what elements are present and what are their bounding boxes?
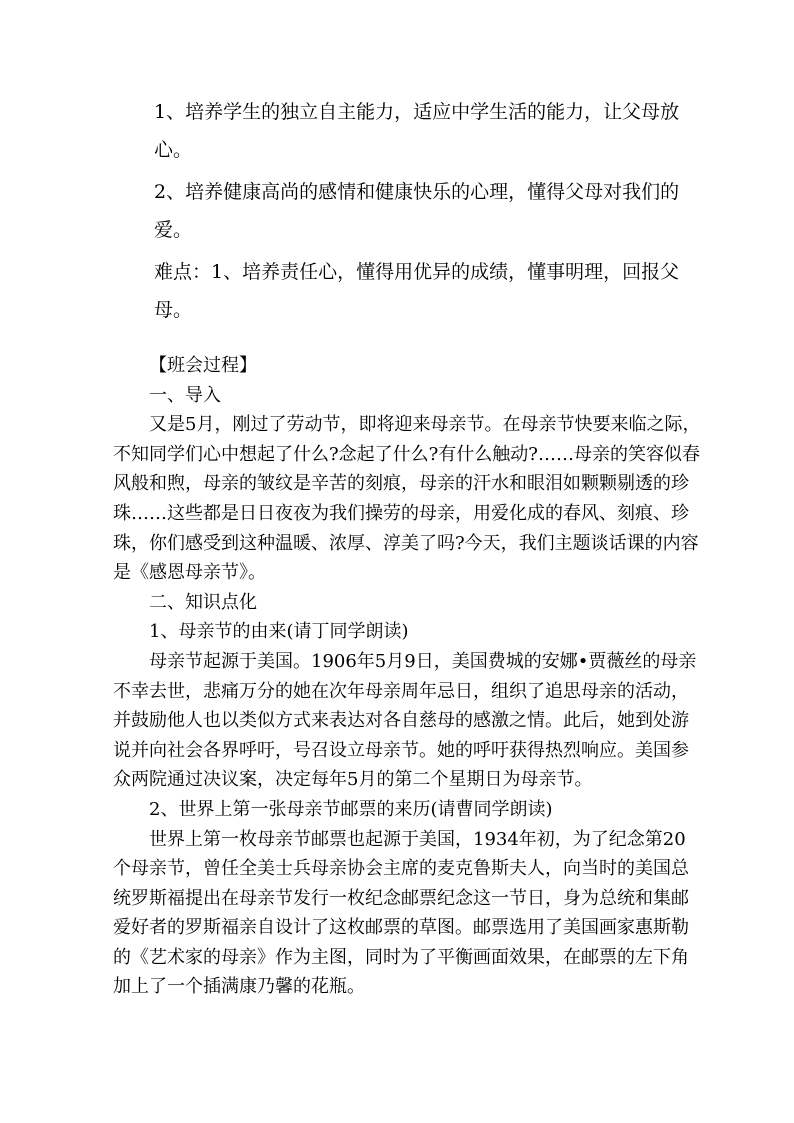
objectives-section — [154, 93, 694, 329]
difficulty-item: 难点：1、培养责任心，懂得用优异的成绩，懂事明理，回报父母。 — [154, 261, 680, 321]
section-knowledge-title: 二、知识点化 — [149, 591, 257, 613]
subsection-origin-paragraph: 母亲节起源于美国。1906年5月9日，美国费城的安娜•贾薇丝的母亲不幸去世，悲痛万分的她在次年母亲周年忌日，组织了追思母亲的活动，并鼓励他人也以类似方式来表达对各自慈母的感激之情。此后，她到处游说并向社会各界呼吁，号召设立母亲节。她的呼吁获得热烈响应。美国参众两院通过决议案，决定每年5月的第二个星期日为母亲节。 — [113, 650, 697, 791]
section-intro-title: 一、导入 — [149, 384, 221, 406]
objective-item-2: 2、培养健康高尚的感情和健康快乐的心理，懂得父母对我们的爱。 — [154, 181, 680, 241]
subsection-stamp-title: 2、世界上第一张母亲节邮票的来历(请曹同学朗读) — [149, 798, 553, 820]
subsection-origin-title: 1、母亲节的由来(请丁同学朗读) — [149, 621, 409, 643]
class-process-section — [113, 351, 703, 1002]
process-heading: 【班会过程】 — [149, 355, 257, 376]
subsection-stamp-paragraph: 世界上第一枚母亲节邮票也起源于美国，1934年初，为了纪念第20个母亲节，曾任全美士兵母亲协会主席的麦克鲁斯夫人，向当时的美国总统罗斯福提出在母亲节发行一枚纪念邮票纪念这一节日，身为总统和集邮爱好者的罗斯福亲自设计了这枚邮票的草图。邮票选用了美国画家惠斯勒的《艺术家的母亲》作为主图，同时为了平衡画面效果，在邮票的左下角加上了一个插满康乃馨的花瓶。 — [113, 828, 689, 998]
objective-item-1: 1、培养学生的独立自主能力，适应中学生活的能力，让父母放心。 — [154, 101, 680, 161]
section-intro-paragraph: 又是5月，刚过了劳动节，即将迎来母亲节。在母亲节快要来临之际，不知同学们心中想起了什么?念起了什么?有什么触动?……母亲的笑容似春风般和煦，母亲的皱纹是辛苦的刻痕，母亲的汗水和眼泪如颗颗剔透的珍珠……这些都是日日夜夜为我们操劳的母亲，用爱化成的春风、刻痕、珍珠，你们感受到这种温暖、浓厚、淳美了吗?今天，我们主题谈话课的内容是《感恩母亲节》。 — [113, 414, 701, 584]
